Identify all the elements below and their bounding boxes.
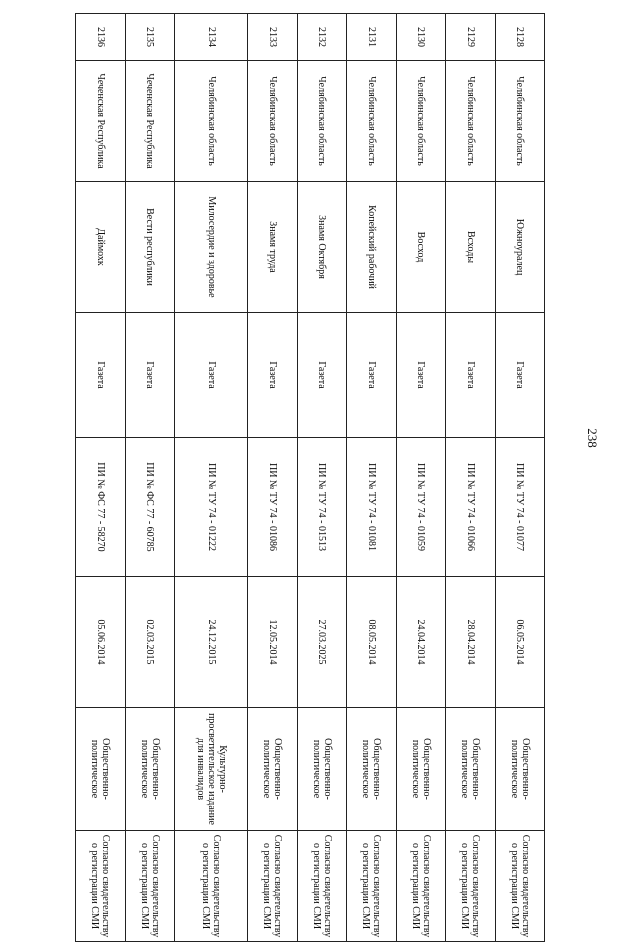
region-cell: Чеченская Республика <box>125 61 174 182</box>
row-number: 2130 <box>396 14 445 61</box>
region-cell: Челябинская область <box>248 61 297 182</box>
license-number-cell: ПИ № ФС 77 - 60785 <box>125 438 174 577</box>
publication-name-cell: Даймохк <box>76 182 126 313</box>
registration-date-cell: 08.05.2014 <box>347 577 396 708</box>
region-cell: Челябинская область <box>347 61 396 182</box>
license-number-cell: ПИ № ТУ 74 - 01077 <box>495 438 544 577</box>
table-row <box>446 14 495 942</box>
region-cell: Челябинская область <box>446 61 495 182</box>
validity-term-cell: Согласно свидетельству о регистрации СМИ <box>76 831 126 942</box>
region-cell: Челябинская область <box>175 61 248 182</box>
row-number: 2135 <box>125 14 174 61</box>
registration-date-cell: 28.04.2014 <box>446 577 495 708</box>
topic-cell: Общественно-политическое <box>347 708 396 831</box>
topic-cell: Общественно-политическое <box>446 708 495 831</box>
media-type-cell: Газета <box>297 313 346 438</box>
publication-name-cell: Южноуралец <box>495 182 544 313</box>
row-number: 2134 <box>175 14 248 61</box>
publication-name-cell: Знамя Октября <box>297 182 346 313</box>
rotated-table-wrapper <box>75 13 545 938</box>
row-number: 2131 <box>347 14 396 61</box>
registration-date-cell: 02.03.2015 <box>125 577 174 708</box>
license-number-cell: ПИ № ТУ 74 - 01066 <box>446 438 495 577</box>
region-cell: Челябинская область <box>495 61 544 182</box>
license-number-cell: ПИ № ТУ 74 - 01222 <box>175 438 248 577</box>
region-cell: Чеченская Республика <box>76 61 126 182</box>
page-number: 238 <box>585 428 600 448</box>
topic-cell: Общественно-политическое <box>248 708 297 831</box>
publication-name-cell: Знамя труда <box>248 182 297 313</box>
registration-date-cell: 05.06.2014 <box>76 577 126 708</box>
registration-date-cell: 12.05.2014 <box>248 577 297 708</box>
license-number-cell: ПИ № ТУ 74 - 01086 <box>248 438 297 577</box>
validity-term-cell: Согласно свидетельству о регистрации СМИ <box>175 831 248 942</box>
table-row <box>297 14 346 942</box>
license-number-cell: ПИ № ТУ 74 - 01513 <box>297 438 346 577</box>
table-row <box>248 14 297 942</box>
topic-cell: Общественно-политическое <box>125 708 174 831</box>
region-cell: Челябинская область <box>297 61 346 182</box>
topic-cell: Культурно-просветительское издание для инвалидов <box>175 708 248 831</box>
topic-cell: Общественно-политическое <box>76 708 126 831</box>
media-type-cell: Газета <box>495 313 544 438</box>
row-number: 2136 <box>76 14 126 61</box>
media-type-cell: Газета <box>446 313 495 438</box>
media-type-cell: Газета <box>76 313 126 438</box>
license-number-cell: ПИ № ТУ 74 - 01059 <box>396 438 445 577</box>
media-registry-table <box>75 13 545 942</box>
table-row <box>347 14 396 942</box>
row-number: 2133 <box>248 14 297 61</box>
registration-date-cell: 06.05.2014 <box>495 577 544 708</box>
validity-term-cell: Согласно свидетельству о регистрации СМИ <box>495 831 544 942</box>
topic-cell: Общественно-политическое <box>297 708 346 831</box>
table-row <box>76 14 126 942</box>
validity-term-cell: Согласно свидетельству о регистрации СМИ <box>125 831 174 942</box>
media-type-cell: Газета <box>396 313 445 438</box>
validity-term-cell: Согласно свидетельству о регистрации СМИ <box>248 831 297 942</box>
table-row <box>495 14 544 942</box>
topic-cell: Общественно-политическое <box>396 708 445 831</box>
topic-cell: Общественно-политическое <box>495 708 544 831</box>
row-number: 2128 <box>495 14 544 61</box>
media-type-cell: Газета <box>175 313 248 438</box>
license-number-cell: ПИ № ТУ 74 - 01081 <box>347 438 396 577</box>
validity-term-cell: Согласно свидетельству о регистрации СМИ <box>446 831 495 942</box>
table-row <box>396 14 445 942</box>
publication-name-cell: Милосердие и здоровье <box>175 182 248 313</box>
publication-name-cell: Всходы <box>446 182 495 313</box>
registration-date-cell: 24.04.2014 <box>396 577 445 708</box>
registration-date-cell: 27.03.2025 <box>297 577 346 708</box>
row-number: 2132 <box>297 14 346 61</box>
table-body <box>76 14 545 942</box>
table-row <box>125 14 174 942</box>
validity-term-cell: Согласно свидетельству о регистрации СМИ <box>297 831 346 942</box>
validity-term-cell: Согласно свидетельству о регистрации СМИ <box>396 831 445 942</box>
registration-date-cell: 24.12.2015 <box>175 577 248 708</box>
publication-name-cell: Вести республики <box>125 182 174 313</box>
region-cell: Челябинская область <box>396 61 445 182</box>
license-number-cell: ПИ № ФС 77 - 58270 <box>76 438 126 577</box>
media-type-cell: Газета <box>248 313 297 438</box>
table-row <box>175 14 248 942</box>
publication-name-cell: Восход <box>396 182 445 313</box>
media-type-cell: Газета <box>125 313 174 438</box>
validity-term-cell: Согласно свидетельству о регистрации СМИ <box>347 831 396 942</box>
row-number: 2129 <box>446 14 495 61</box>
media-type-cell: Газета <box>347 313 396 438</box>
publication-name-cell: Копейский рабочий <box>347 182 396 313</box>
